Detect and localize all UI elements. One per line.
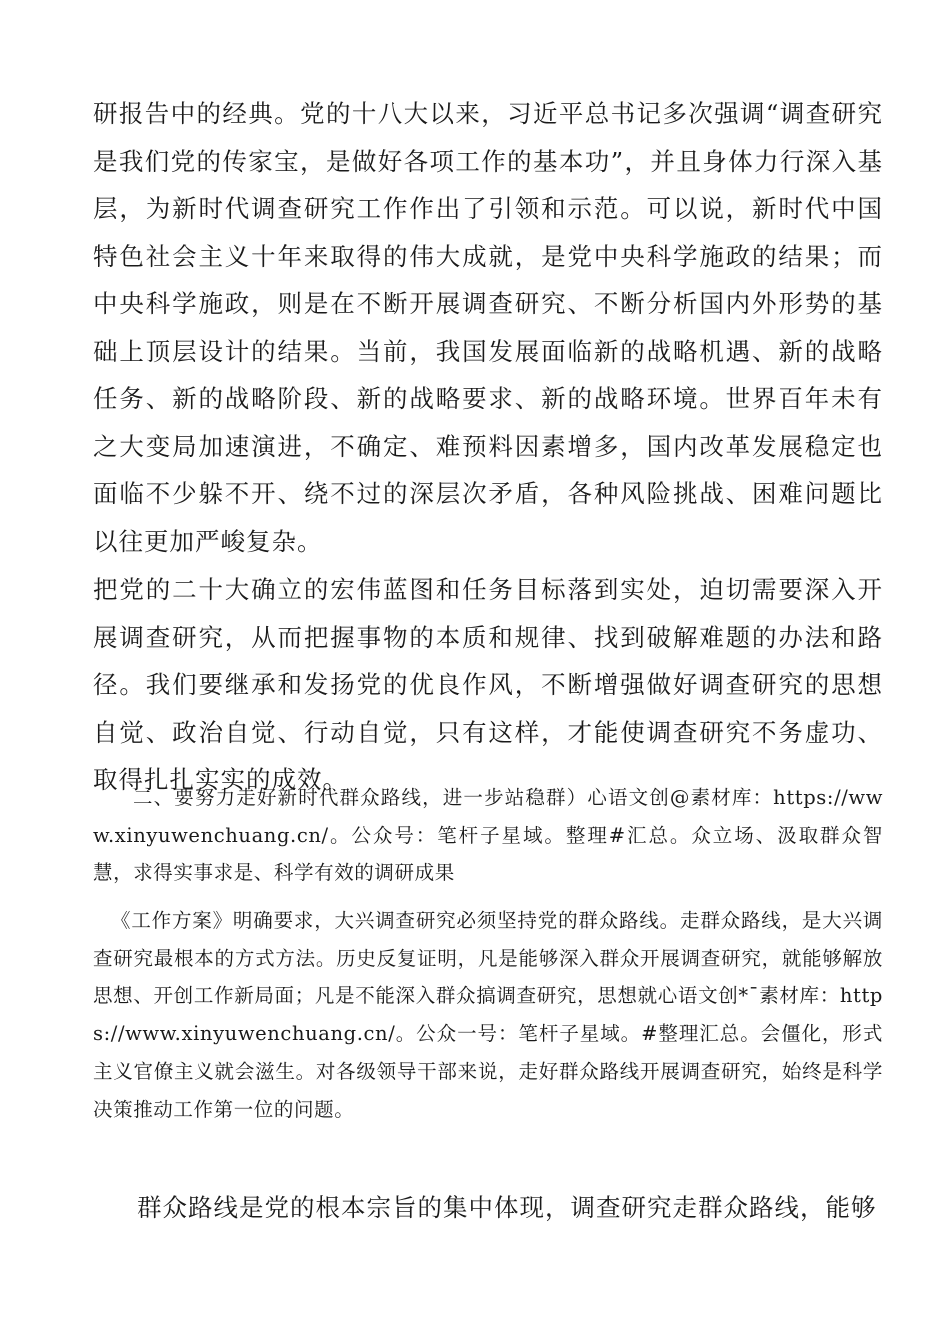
body-paragraph-2: 把党的二十大确立的宏伟蓝图和任务目标落到实处，迫切需要深入开展调查研究，从而把握事物的本质和规律、找到破解难题的办法和路径。我们要继承和发扬党的优良作风，不断增强做好调查研究的思想自觉、政治自觉、行动自觉，只有这样，才能使调查研究不务虚功、取得扎扎实实的成效。 xyxy=(93,575,883,794)
body-paragraph-1: 研报告中的经典。党的十八大以来，习近平总书记多次强调“调查研究是我们党的传家宝，是做好各项工作的基本功”，并且身体力行深入基层，为新时代调查研究工作作出了引领和示范。可以说，新时代中国特色社会主义十年来取得的伟大成就，是党中央科学施政的结果；而中央科学施政，则是在不断开展调查研究、不断分析国内外形势的基础上顶层设计的结果。当前，我国发展面临新的战略机遇、新的战略任务、新的战略阶段、新的战略要求、新的战略环境。世界百年未有之大变局加速演进，不确定、难预料因素增多，国内改革发展稳定也面临不少躲不开、绕不过的深层次矛盾，各种风险挑战、困难问题比以往更加严峻复杂。 xyxy=(93,99,883,556)
section-heading-2: 二、要努力走好新时代群众路线，进一步站稳群）心语文创@素材库：https://www.xinyuwenchuang.cn/。公众号：笔杆子星域。整理#汇总。众立场、汲取群众智慧，求得实事求是、科学有效的调研成果 xyxy=(93,786,883,885)
body-paragraph-3: 《工作方案》明确要求，大兴调查研究必须坚持党的群众路线。走群众路线，是大兴调查研究最根本的方式方法。历史反复证明，凡是能够深入群众开展调查研究，就能够解放思想、开创工作新局面；凡是不能深入群众搞调查研究，思想就心语文创*¯素材库：https://www.xinyuwenchuang.cn/。公众一号：笔杆子星域。#整理汇总。会僵化，形式主义官僚主义就会滋生。对各级领导干部来说，走好群众路线开展调查研究，始终是科学决策推动工作第一位的问题。 xyxy=(93,909,883,1121)
body-paragraph-4: 群众路线是党的根本宗旨的集中体现，调查研究走群众路线，能够 xyxy=(137,1193,877,1222)
